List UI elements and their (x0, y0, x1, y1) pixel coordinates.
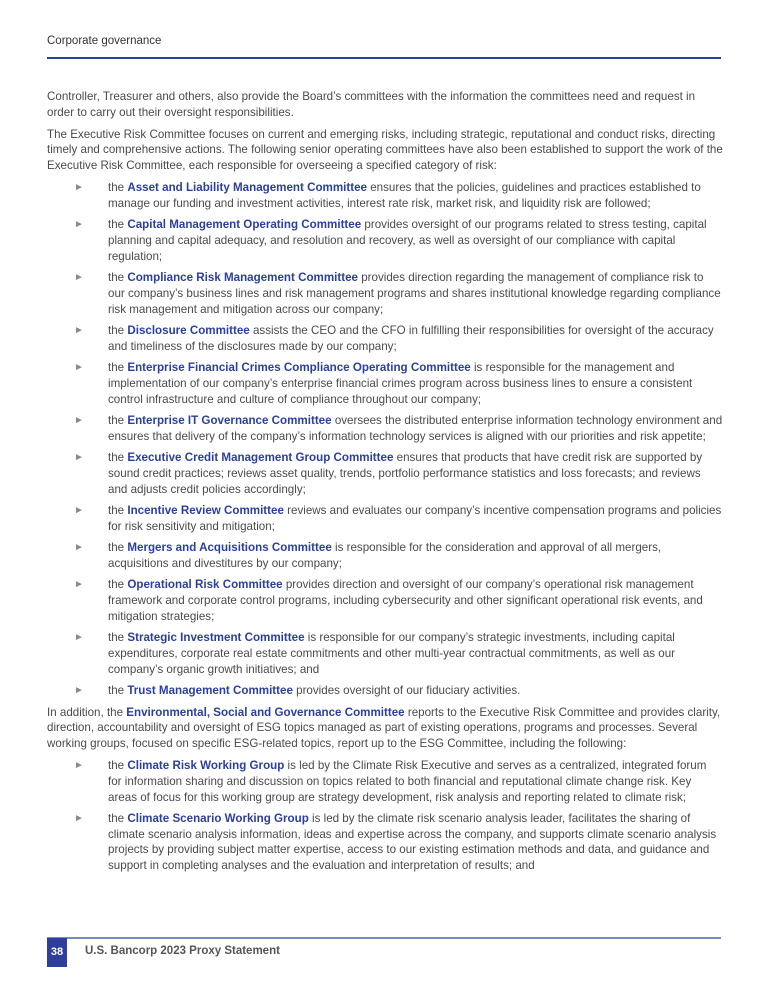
committee-name: Operational Risk Committee (127, 578, 283, 592)
esg-paragraph: In addition, the Environmental, Social and Governance Committee reports to the Executive Risk Committee and provides clarity, direction, accountability and oversight of ESG topics managed as part of existing operations, programs and processes. Several working groups, focused on specific ESG-related topics, report up to the ESG Committee, including the following: (47, 705, 721, 751)
list-item: ► the Enterprise Financial Crimes Compliance Operating Committee is responsible for the management and implementation of our company’s enterprise financial crimes program across business lines to ensure a consistent control infrastructure and culture of compliance throughout our company; (74, 360, 693, 406)
list-item: ► the Strategic Investment Committee is responsible for our company’s strategic investments, including capital expenditures, corporate real estate commitments and other multi-year contractual commitments, as well as our company’s organic growth initiatives; and (74, 630, 676, 676)
bullet-arrow-icon: ► (74, 812, 84, 824)
bullet-arrow-icon: ► (74, 759, 84, 771)
committee-name: Incentive Review Committee (127, 503, 284, 517)
committee-name: Strategic Investment Committee (127, 630, 305, 644)
committee-list (47, 180, 723, 699)
committee-name: Climate Risk Working Group (127, 758, 285, 772)
bullet-arrow-icon: ► (74, 541, 84, 553)
paragraph: The Executive Risk Committee focuses on current and emerging risks, including strategic, reputational and conduct risks, directing timely and comprehensive actions. The following senior operating committees have also been established to support the work of the Executive Risk Committee, each responsible for overseeing a specified category of risk: (47, 127, 723, 173)
list-item: ► the Capital Management Operating Committee provides oversight of our programs related to stress testing, capital planning and capital adequacy, and resolution and recovery, as well as oversight of our compliance with capital regulation; (74, 218, 707, 263)
list-item: ► the Operational Risk Committee provides direction and oversight of our company’s operational risk management framework and corporate control programs, including cybersecurity and other significant operational risk events, and mitigation strategies; (74, 578, 703, 623)
page-body (47, 89, 723, 880)
list-item: ► the Executive Credit Management Group Committee ensures that products that have credit risk are supported by sound credit practices; reviews asset quality, trends, portfolio performance statistics and loss forecasts; and reviews and adjusts credit policies accordingly; (74, 450, 703, 496)
header-divider (47, 57, 721, 59)
page-number: 38 (47, 938, 67, 967)
working-group-list (47, 758, 723, 874)
bullet-arrow-icon: ► (74, 631, 84, 643)
bullet-arrow-icon: ► (74, 271, 84, 283)
esg-committee-name: Environmental, Social and Governance Committee (126, 705, 405, 719)
bullet-arrow-icon: ► (74, 414, 84, 426)
list-item: ► the Trust Management Committee provides oversight of our fiduciary activities. (74, 683, 521, 697)
committee-name: Enterprise IT Governance Committee (127, 413, 332, 427)
list-item: ► the Disclosure Committee assists the CEO and the CFO in fulfilling their responsibilities for oversight of the accuracy and timeliness of the disclosures made by our company; (74, 323, 714, 353)
committee-name: Enterprise Financial Crimes Compliance Operating Committee (127, 360, 471, 374)
committee-name: Trust Management Committee (127, 683, 293, 697)
list-item: ► the Enterprise IT Governance Committee oversees the distributed enterprise information technology environment and ensures that delivery of the company’s information technology services is aligned with our priorities and risk appetite; (74, 413, 723, 443)
list-item: ► the Mergers and Acquisitions Committee is responsible for the consideration and approval of all mergers, acquisitions and divestitures by our company; (74, 540, 662, 570)
list-item: ► the Climate Scenario Working Group is led by the climate risk scenario analysis leader, facilitates the sharing of climate scenario analysis information, ideas and expertise across the company, and supports climate scenario analysis projects by providing subject matter expertise, access to our existing estimation methods and data, and guidance and support in completing analyses and the evaluation and interpretation of results; and (74, 811, 717, 873)
bullet-arrow-icon: ► (74, 219, 84, 231)
footer-divider (47, 937, 721, 939)
section-header: Corporate governance (47, 35, 162, 47)
bullet-arrow-icon: ► (74, 181, 84, 193)
bullet-arrow-icon: ► (74, 579, 84, 591)
committee-name: Executive Credit Management Group Committee (127, 450, 394, 464)
committee-name: Climate Scenario Working Group (127, 811, 309, 825)
committee-name: Capital Management Operating Committee (127, 218, 362, 232)
list-item: ► the Climate Risk Working Group is led by the Climate Risk Executive and serves as a centralized, integrated forum for information sharing and discussion on topics related to both financial and reputational climate change risk. Key areas of focus for this working group are strategy development, risk analysis and reporting related to climate risk; (74, 758, 707, 804)
list-item: ► the Compliance Risk Management Committee provides direction regarding the management of compliance risk to our company’s business lines and risk management programs and shares institutional knowledge regarding compliance risk management and mitigation across our company; (74, 270, 721, 316)
committee-name: Asset and Liability Management Committee (127, 180, 367, 194)
bullet-arrow-icon: ► (74, 451, 84, 463)
list-item: ► the Incentive Review Committee reviews and evaluates our company’s incentive compensation programs and policies for risk sensitivity and mitigation; (74, 503, 722, 533)
bullet-arrow-icon: ► (74, 504, 84, 516)
footer-title: U.S. Bancorp 2023 Proxy Statement (85, 945, 280, 957)
committee-name: Mergers and Acquisitions Committee (127, 540, 332, 554)
list-item: ► the Asset and Liability Management Committee ensures that the policies, guidelines and practices established to manage our funding and investment activities, interest rate risk, market risk, and liquidity risk are followed; (74, 180, 701, 210)
bullet-arrow-icon: ► (74, 361, 84, 373)
committee-name: Disclosure Committee (127, 323, 250, 337)
bullet-arrow-icon: ► (74, 684, 84, 696)
paragraph: Controller, Treasurer and others, also provide the Board’s committees with the information the committees need and request in order to carry out their oversight responsibilities. (47, 90, 696, 119)
bullet-arrow-icon: ► (74, 324, 84, 336)
committee-name: Compliance Risk Management Committee (127, 270, 358, 284)
